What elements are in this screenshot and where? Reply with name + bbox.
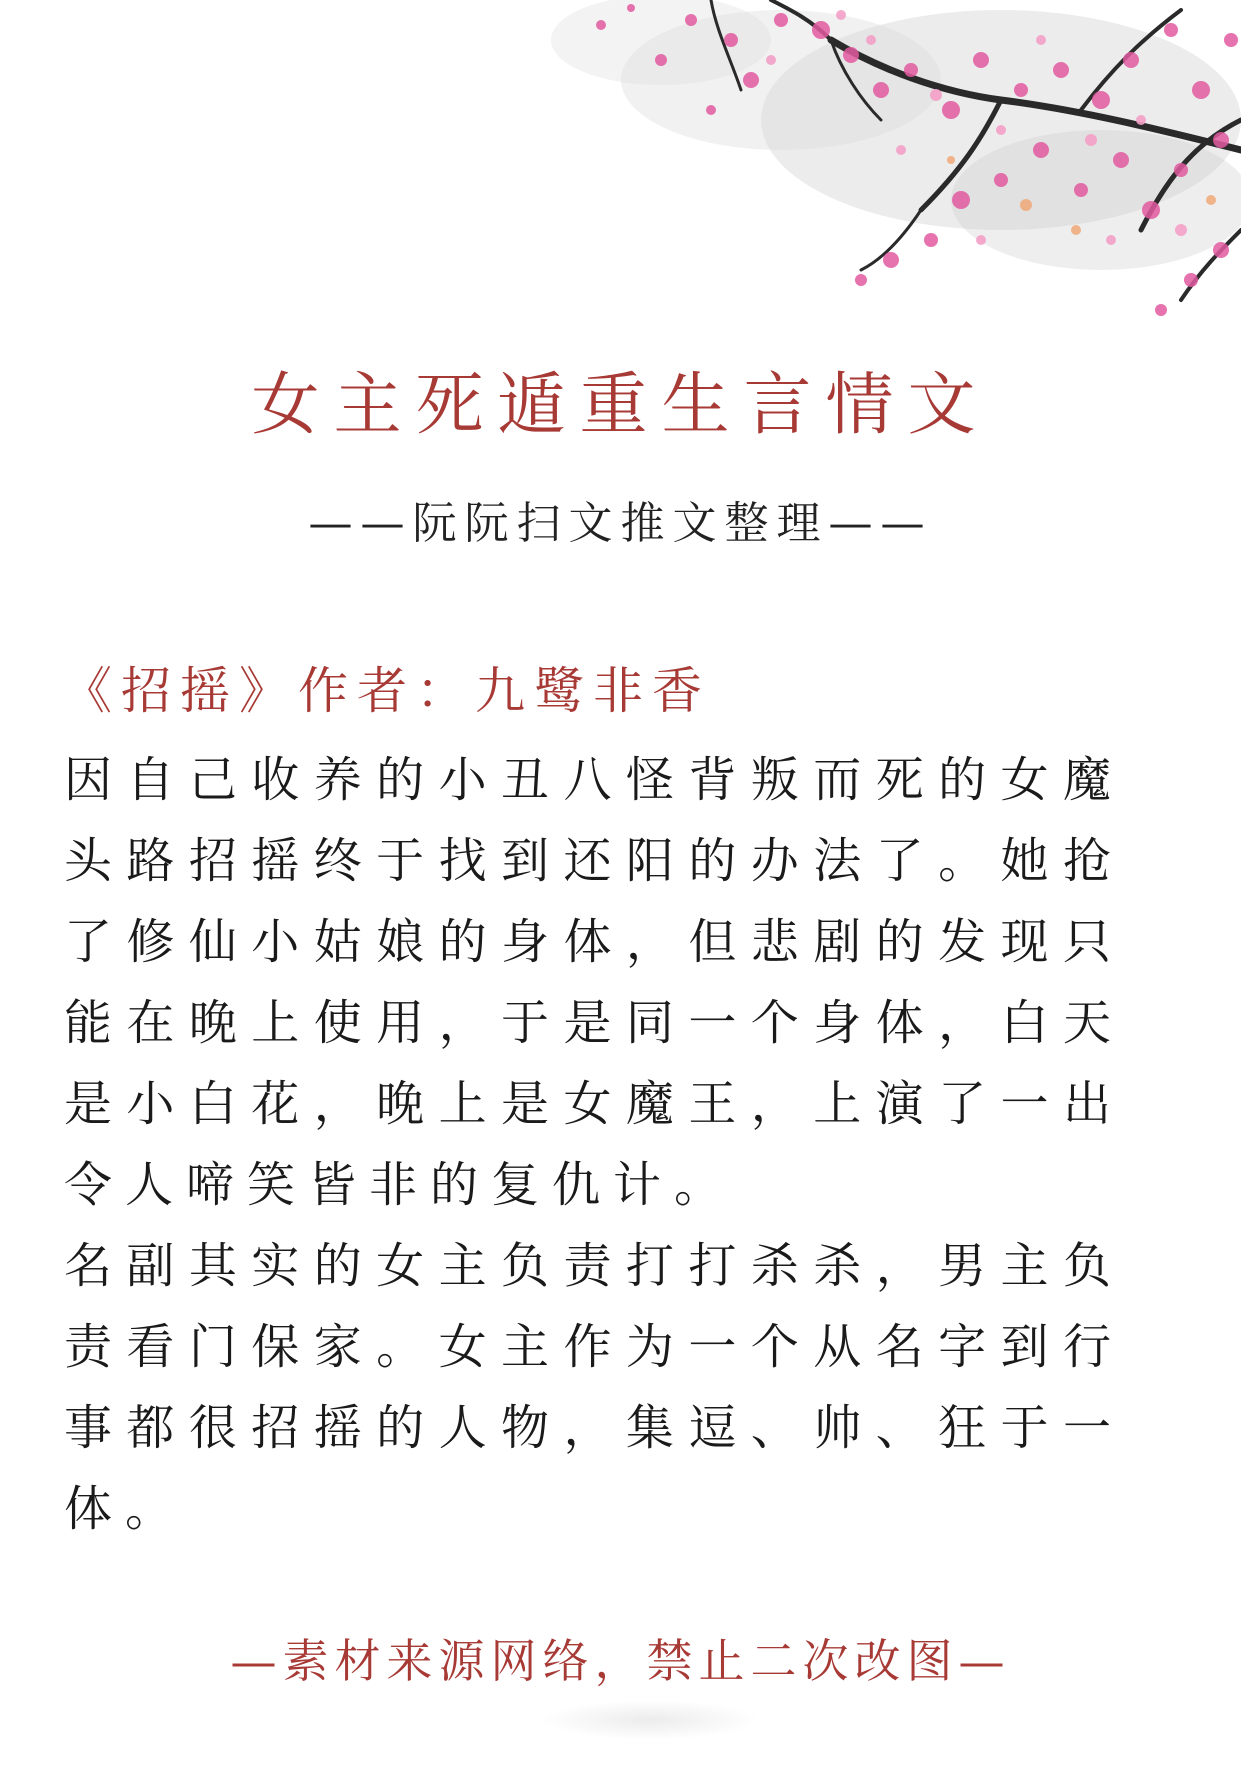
book-title-author: 《招摇》作者：九鹭非香 (62, 662, 711, 720)
plum-blossom-branch-illustration (481, 0, 1241, 330)
book-synopsis (64, 740, 1124, 1550)
synopsis-paragraph: 名副其实的女主负责打打杀杀，男主负责看门保家。女主作为一个从名字到行事都很招摇的人物，集逗、帅、狂于一体。 (64, 1238, 1124, 1537)
page-title: 女主死遁重生言情文 (251, 366, 990, 445)
synopsis-paragraph: 因自己收养的小丑八怪背叛而死的女魔头路招摇终于找到还阳的办法了。她抢了修仙小姑娘的身体，但悲剧的发现只能在晚上使用，于是同一个身体，白天是小白花，晚上是女魔王，上演了一出令人啼笑皆非的复仇计。 (64, 752, 1124, 1213)
copyright-notice: —素材来源网络，禁止二次改图— (230, 1634, 1011, 1688)
page-subtitle: ——阮阮扫文推文整理—— (308, 498, 933, 549)
watermark (540, 1700, 760, 1740)
